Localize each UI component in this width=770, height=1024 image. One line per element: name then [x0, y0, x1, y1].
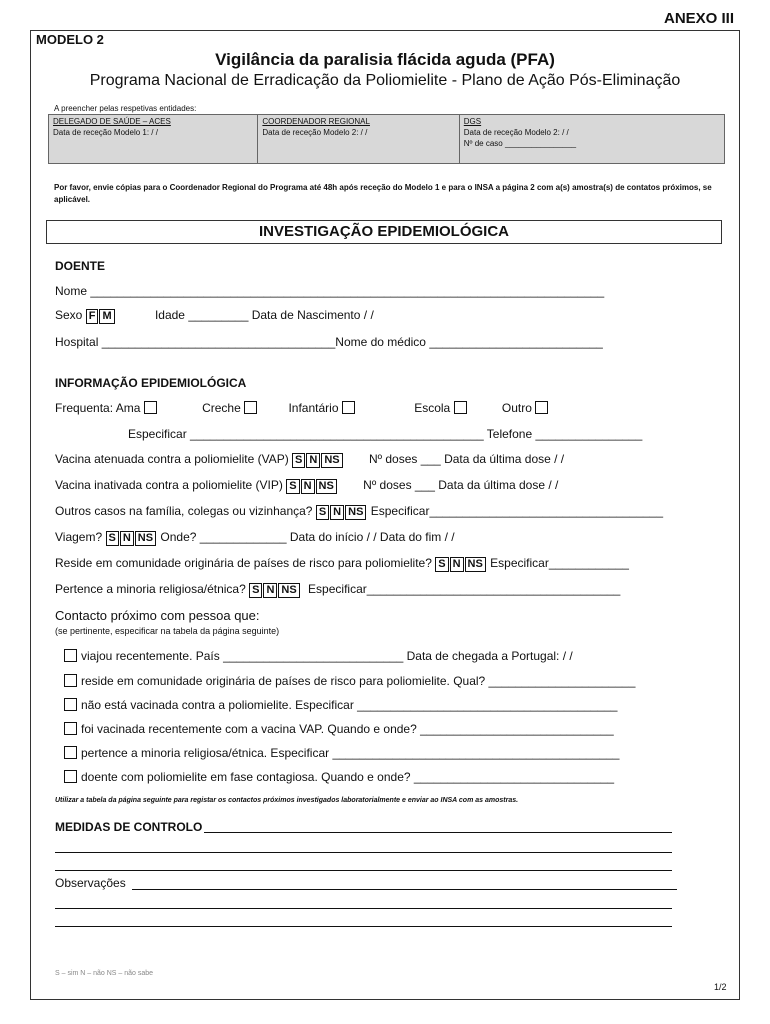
contacto-checkbox[interactable] [64, 674, 77, 687]
pertence-label: Pertence a minoria religiosa/étnica? [55, 582, 246, 596]
viagem-n-box[interactable]: N [120, 531, 134, 546]
escola-label: Escola [414, 401, 451, 415]
contacto-item-label: foi vacinada recentemente com a vacina VAP. Quando e onde? _____________________________ [81, 722, 614, 736]
vip-s-box[interactable]: S [286, 479, 299, 494]
contacto-subnote: (se pertinente, especificar na tabela da página seguinte) [55, 626, 280, 636]
contacto-checkbox[interactable] [64, 770, 77, 783]
sexo-f-box[interactable]: F [86, 309, 99, 324]
vip-ns-box[interactable]: NS [316, 479, 337, 494]
pertence-s-box[interactable]: S [249, 583, 262, 598]
info-heading: INFORMAÇÃO EPIDEMIOLÓGICA [55, 376, 247, 390]
nome-field[interactable]: Nome _____________________________________________________________________________ [55, 284, 605, 298]
reside-ns-box[interactable]: NS [465, 557, 486, 572]
vap-row [55, 452, 564, 468]
infantario-checkbox[interactable] [342, 401, 355, 414]
reside-s-box[interactable]: S [435, 557, 448, 572]
sexo-label: Sexo [55, 308, 83, 322]
entity-dgs-head: DGS [463, 117, 482, 126]
contacto-item-label: não está vacinada contra a poliomielite. Especificar _______________________________________ [81, 698, 618, 712]
medidas-line[interactable] [55, 870, 672, 871]
contacto-checkbox[interactable] [64, 722, 77, 735]
viagem-s-box[interactable]: S [106, 531, 119, 546]
pertence-ns-box[interactable]: NS [278, 583, 299, 598]
entity-regional-head: COORDENADOR REGIONAL [262, 117, 370, 126]
page-number: 1/2 [714, 982, 727, 992]
contacto-item[interactable] [64, 746, 619, 760]
contacto-checkbox[interactable] [64, 746, 77, 759]
outro-label: Outro [501, 401, 532, 415]
contacto-item[interactable] [64, 674, 635, 688]
entity-dgs [460, 115, 724, 163]
vap-label: Vacina atenuada contra a poliomielite (VAP) [55, 452, 289, 466]
contacto-checkbox[interactable] [64, 698, 77, 711]
utilizar-note: Utilizar a tabela da página seguinte para registar os contactos próximos investigados laboratorialmente e enviar ao INSA com as amostras. [55, 797, 519, 804]
observacoes-line[interactable] [132, 889, 677, 890]
fill-note: A preencher pelas respetivas entidades: [54, 104, 197, 113]
vip-n-box[interactable]: N [301, 479, 315, 494]
outros-s-box[interactable]: S [316, 505, 329, 520]
medidas-line[interactable] [204, 832, 672, 833]
viagem-ns-box[interactable]: NS [135, 531, 156, 546]
especificar-field[interactable]: Especificar ____________________________________________ Telefone ________________ [128, 427, 643, 441]
entity-aces-date[interactable]: Data de receção Modelo 1: / / [53, 128, 158, 137]
vap-s-box[interactable]: S [292, 453, 305, 468]
vap-n-box[interactable]: N [306, 453, 320, 468]
entity-dgs-date[interactable]: Data de receção Modelo 2: / / [463, 128, 569, 137]
ama-checkbox[interactable] [144, 401, 157, 414]
hospital-field[interactable]: Hospital ___________________________________Nome do médico __________________________ [55, 335, 603, 349]
outros-ns-box[interactable]: NS [345, 505, 366, 520]
pertence-row [55, 582, 620, 598]
vap-details[interactable]: Nº doses ___ Data da última dose / / [368, 452, 565, 466]
legend: S – sim N – não NS – não sabe [55, 970, 154, 977]
vip-label: Vacina inativada contra a poliomielite (VIP) [55, 478, 283, 492]
form-title: Vigilância da paralisia flácida aguda (PFA) [215, 50, 555, 69]
escola-checkbox[interactable] [454, 401, 467, 414]
contacto-checkbox[interactable] [64, 649, 77, 662]
annex-label: ANEXO III [663, 10, 734, 27]
entity-regional-date[interactable]: Data de receção Modelo 2: / / [262, 128, 368, 137]
observacoes-line[interactable] [55, 926, 672, 927]
observacoes-line[interactable] [55, 908, 672, 909]
contacto-item[interactable] [64, 722, 614, 736]
reside-n-box[interactable]: N [450, 557, 464, 572]
creche-checkbox[interactable] [244, 401, 257, 414]
entities-box [48, 114, 725, 164]
frequenta-row [55, 401, 552, 415]
pertence-n-box[interactable]: N [263, 583, 277, 598]
viagem-row [55, 530, 455, 546]
reside-row [55, 556, 629, 572]
viagem-label: Viagem? [55, 530, 103, 544]
sexo-m-box[interactable]: M [99, 309, 114, 324]
contacto-item-label: reside em comunidade originária de países de risco para poliomielite. Qual? ______________________ [81, 674, 636, 688]
modelo-label: MODELO 2 [36, 32, 104, 47]
entity-aces [49, 115, 258, 163]
outros-row [55, 504, 663, 520]
section-investigation-title: INVESTIGAÇÃO EPIDEMIOLÓGICA [46, 220, 722, 244]
vap-ns-box[interactable]: NS [321, 453, 342, 468]
outros-label: Outros casos na família, colegas ou vizinhança? [55, 504, 313, 518]
contacto-item[interactable] [64, 698, 617, 712]
medidas-line[interactable] [55, 852, 672, 853]
observacoes-label: Observações [55, 876, 126, 890]
reside-label: Reside em comunidade originária de países de risco para poliomielite? [55, 556, 432, 570]
entity-regional [258, 115, 459, 163]
outro-checkbox[interactable] [535, 401, 548, 414]
contacto-heading: Contacto próximo com pessoa que: [55, 608, 260, 623]
vip-details[interactable]: Nº doses ___ Data da última dose / / [363, 478, 559, 492]
infantario-label: Infantário [288, 401, 339, 415]
frequenta-label: Frequenta: Ama [55, 401, 141, 415]
contacto-item[interactable] [64, 649, 573, 663]
reside-details[interactable]: Especificar____________ [490, 556, 629, 570]
outros-n-box[interactable]: N [330, 505, 344, 520]
contacto-item-label: doente com poliomielite em fase contagiosa. Quando e onde? ______________________________ [81, 770, 615, 784]
creche-label: Creche [202, 401, 241, 415]
instructions-note: Por favor, envie cópias para o Coordenador Regional do Programa até 48h após receção do Modelo 1 e para o INSA a página 2 com a(s) amostra(s) de contatos próximos, se aplicável. [54, 183, 712, 204]
doente-heading: DOENTE [55, 259, 106, 273]
entity-aces-head: DELEGADO DE SAÚDE – ACES [53, 117, 171, 126]
idade-field[interactable]: Idade _________ Data de Nascimento / / [154, 308, 374, 322]
pertence-details[interactable]: Especificar______________________________________ [308, 582, 621, 596]
medidas-heading: MEDIDAS DE CONTROLO [55, 820, 203, 834]
viagem-details[interactable]: Onde? _____________ Data do início / / Data do fim / / [160, 530, 455, 544]
form-subtitle: Programa Nacional de Erradicação da Poliomielite - Plano de Ação Pós-Eliminação [89, 72, 681, 89]
entity-dgs-case[interactable]: Nº de caso ________________ [463, 139, 577, 148]
vip-row [55, 478, 558, 494]
contacto-item-label: viajou recentemente. País ___________________________ Data de chegada a Portugal: / / [81, 649, 573, 663]
outros-details[interactable]: Especificar___________________________________ [370, 504, 664, 518]
contacto-item[interactable] [64, 770, 614, 784]
contacto-item-label: pertence a minoria religiosa/étnica. Especificar ___________________________________________ [81, 746, 620, 760]
sexo-row [55, 308, 374, 324]
